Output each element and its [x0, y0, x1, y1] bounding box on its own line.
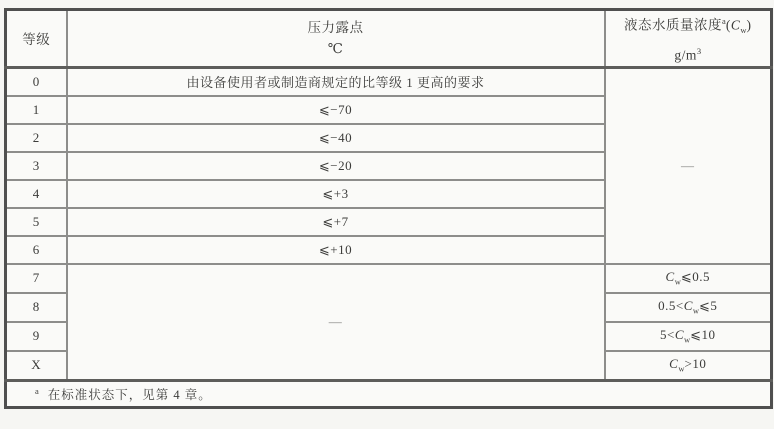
cw-value-suffix: ⩽5 — [699, 298, 718, 314]
cw-subscript: w — [678, 363, 685, 374]
grade-cell: 2 — [6, 124, 67, 152]
dewpoint-cell: ⩽+3 — [67, 180, 605, 208]
paren-close: ) — [746, 17, 752, 33]
header-water-concentration — [605, 10, 772, 68]
dewpoint-dash-cell: — — [67, 264, 605, 381]
grade-cell: 1 — [6, 96, 67, 124]
grade-cell: 5 — [6, 208, 67, 236]
cw-value-cell — [605, 322, 772, 351]
cw-symbol: C — [730, 17, 741, 33]
cw-value-suffix: ⩽10 — [690, 327, 716, 343]
grade-cell: 9 — [6, 322, 67, 351]
cw-subscript: w — [740, 25, 747, 36]
header-dewpoint-unit: ℃ — [327, 41, 344, 57]
header-grade: 等级 — [6, 10, 67, 68]
grade-cell: 6 — [6, 236, 67, 264]
water-dash-cell: — — [605, 67, 772, 264]
table-footnote-row — [6, 380, 772, 407]
footnote — [6, 380, 772, 407]
footnote-text: 在标准状态下，见第 4 章。 — [47, 387, 212, 402]
grade-cell: 4 — [6, 180, 67, 208]
dewpoint-cell: ⩽+10 — [67, 236, 605, 264]
header-dewpoint — [67, 10, 605, 68]
table-row — [6, 264, 772, 293]
unit-exponent: 3 — [696, 46, 702, 57]
cw-value-suffix: ⩽0.5 — [680, 269, 710, 285]
footnote-marker: a — [35, 385, 39, 396]
grade-cell: 7 — [6, 264, 67, 293]
dewpoint-cell: ⩽+7 — [67, 208, 605, 236]
paren-open: ( — [725, 17, 731, 33]
grade-cell: 3 — [6, 152, 67, 180]
cw-value-prefix: 0.5< — [658, 298, 684, 314]
cw-subscript: w — [692, 305, 699, 316]
header-dewpoint-title: 压力露点 — [307, 20, 364, 36]
dewpoint-cell: 由设备使用者或制造商规定的比等级 1 更高的要求 — [67, 67, 605, 96]
cw-symbol: C — [674, 327, 684, 343]
table-row — [6, 67, 772, 96]
footnote-marker: a — [722, 16, 726, 26]
header-water-unit — [610, 41, 767, 66]
cw-symbol: C — [683, 298, 693, 314]
cw-value-cell — [605, 293, 772, 322]
cw-subscript: w — [683, 334, 691, 345]
water-quality-class-table — [4, 8, 773, 409]
cw-symbol: C — [669, 356, 679, 372]
table-header-row — [6, 10, 772, 68]
dewpoint-cell: ⩽−20 — [67, 152, 605, 180]
grade-cell: 8 — [6, 293, 67, 322]
grade-cell: 0 — [6, 67, 67, 96]
grade-cell: X — [6, 351, 67, 381]
dewpoint-cell: ⩽−70 — [67, 96, 605, 124]
unit-text: g/m — [674, 47, 697, 63]
header-water-label: 液态水质量浓度 — [624, 17, 723, 33]
cw-value-cell — [605, 264, 772, 293]
cw-value-cell — [605, 351, 772, 381]
cw-value-suffix: >10 — [684, 356, 707, 372]
header-water-title — [610, 11, 767, 41]
dewpoint-cell: ⩽−40 — [67, 124, 605, 152]
cw-symbol: C — [665, 269, 675, 285]
cw-subscript: w — [674, 276, 681, 287]
cw-value-prefix: 5< — [659, 327, 675, 343]
